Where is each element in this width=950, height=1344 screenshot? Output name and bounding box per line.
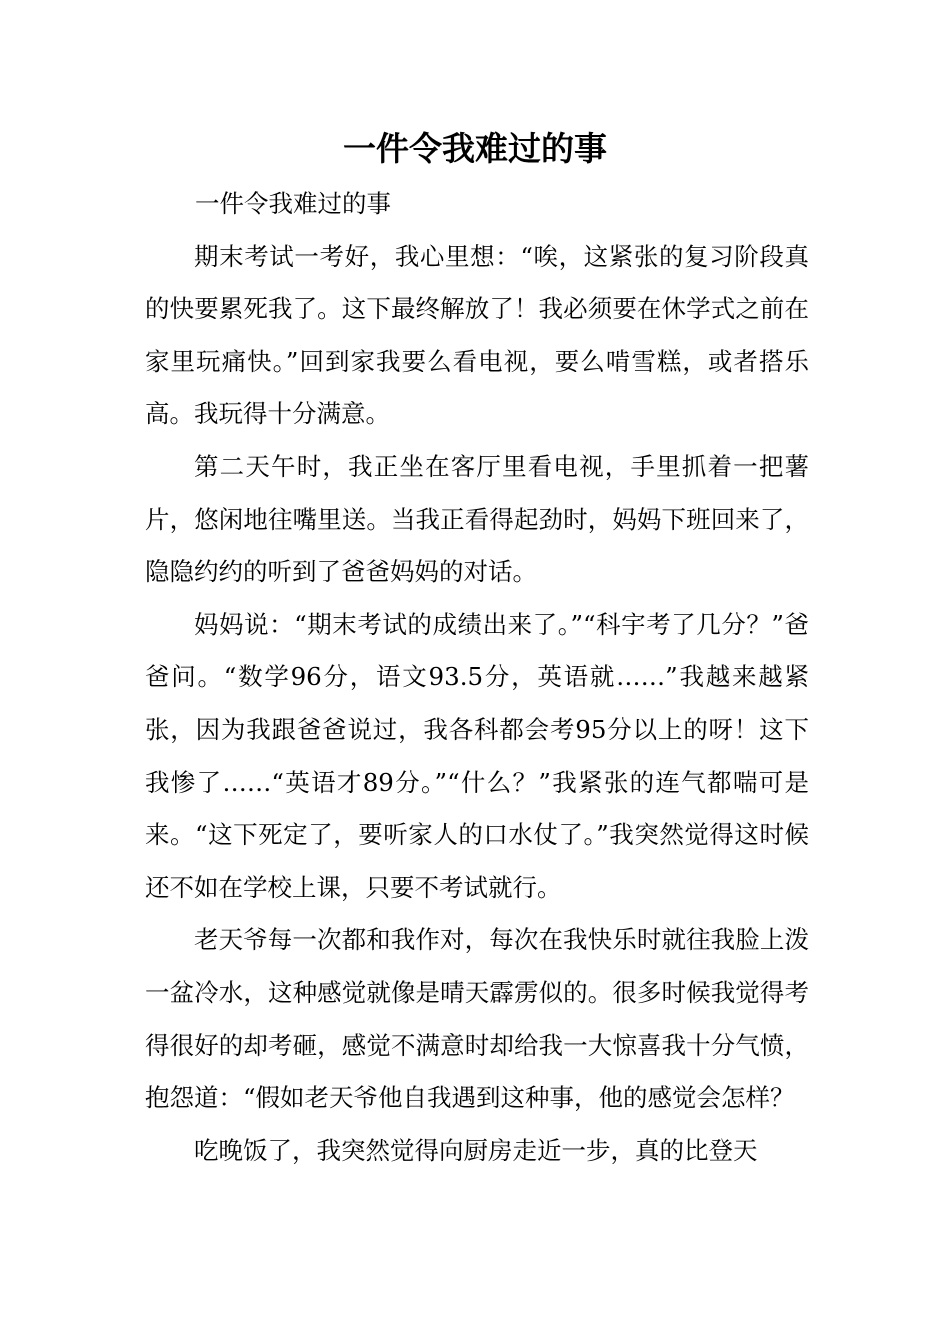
paragraph: 妈妈说：“期末考试的成绩出来了。”“科宇考了几分？”爸爸问。“数学96分，语文93.5分，英语就……”我越来越紧张，因为我跟爸爸说过，我各科都会考95分以上的呀！这下我惨了……“英语才89分。”“什么？”我紧张的连气都喘可是来。“这下死定了，要听家人的口水仗了。”我突然觉得这时候还不如在学校上课，只要不考试就行。 (145, 609, 809, 902)
paragraph: 老天爷每一次都和我作对，每次在我快乐时就往我脸上泼一盆冷水，这种感觉就像是晴天霹雳似的。很多时候我觉得考得很好的却考砸，感觉不满意时却给我一大惊喜我十分气愤，抱怨道：“假如老天爷他自我遇到这种事，他的感觉会怎样？ (145, 925, 809, 1113)
document-subtitle: 一件令我难过的事 (195, 189, 391, 218)
paragraph: 吃晚饭了，我突然觉得向厨房走近一步，真的比登天 (194, 1135, 758, 1165)
document-title: 一件令我难过的事 (343, 129, 607, 168)
paragraph: 期末考试一考好，我心里想：“唉，这紧张的复习阶段真的快要累死我了。这下最终解放了！我必须要在休学式之前在家里玩痛快。”回到家我要么看电视，要么啃雪糕，或者搭乐高。我玩得十分满意。 (145, 241, 809, 429)
document-body (145, 178, 809, 1177)
paragraph: 第二天午时，我正坐在客厅里看电视，手里抓着一把薯片，悠闲地往嘴里送。当我正看得起劲时，妈妈下班回来了，隐隐约约的听到了爸爸妈妈的对话。 (145, 451, 809, 587)
